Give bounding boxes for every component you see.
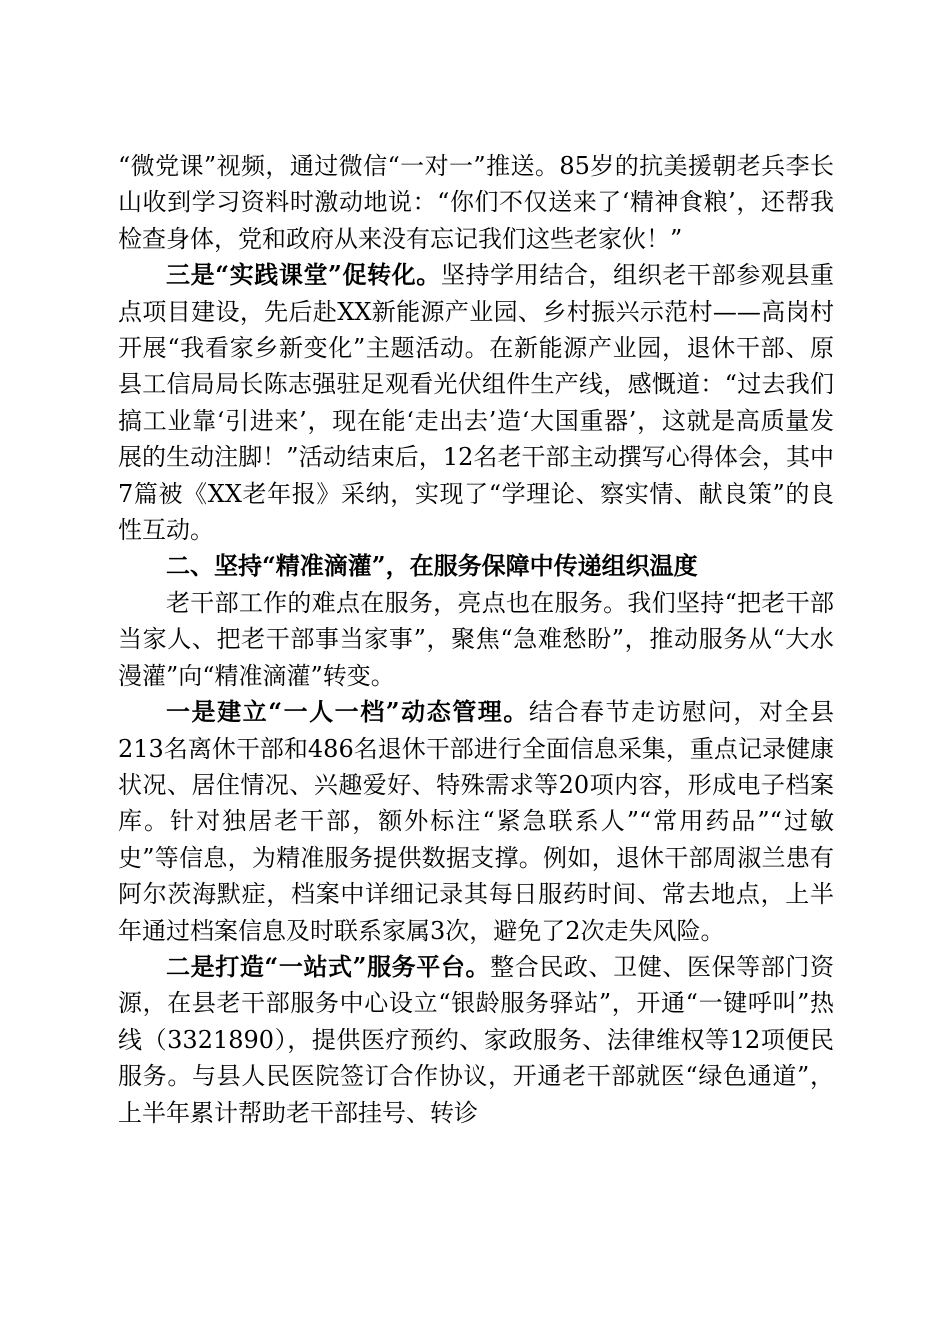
section-heading: 二、坚持“精准滴灌”，在服务保障中传递组织温度	[166, 551, 698, 581]
paragraph-text: 老干部工作的难点在服务，亮点也在服务。我们坚持“把老干部当家人、把老干部事当家事”，聚焦“急难愁盼”，推动服务从“大水漫灌”向“精准滴灌”转变。	[118, 588, 834, 690]
document-page	[118, 148, 834, 1131]
paragraph-continued	[118, 148, 834, 257]
paragraph-text: 结合春节走访慰问，对全县213名离休干部和486名退休干部进行全面信息采集，重点记录健康状况、居住情况、兴趣爱好、特殊需求等20项内容，形成电子档案库。针对独居老干部，额外标注“紧急联系人”“常用药品”“过敏史”等信息，为精准服务提供数据支撑。例如，退休干部周淑兰患有阿尔茨海默症，档案中详细记录其每日服药时间、常去地点，上半年通过档案信息及时联系家属3次，避免了2次走失风险。	[118, 698, 835, 945]
paragraph-text: “微党课”视频，通过微信“一对一”推送。85岁的抗美援朝老兵李长山收到学习资料时激动地说：“你们不仅送来了‘精神食粮’，还帮我检查身体，党和政府从来没有忘记我们这些老家伙！”	[118, 152, 834, 253]
paragraph-lead: 一是建立“一人一档”动态管理。	[166, 697, 529, 727]
paragraph-service-intro	[118, 585, 834, 694]
paragraph-text: 坚持学用结合，组织老干部参观县重点项目建设，先后赴XX新能源产业园、乡村振兴示范村——高岗村开展“我看家乡新变化”主题活动。在新能源产业园，退休干部、原县工信局局长陈志强驻足观看光伏组件生产线，感慨道：“过去我们搞工业靠‘引进来’，现在能‘走出去’造‘大国重器’，这就是高质量发展的生动注脚！”活动结束后，12名老干部主动撰写心得体会，其中7篇被《XX老年报》采纳，实现了“学理论、察实情、献良策”的良性互动。	[118, 261, 835, 545]
paragraph-archive-management	[118, 694, 834, 949]
paragraph-service-platform	[118, 949, 834, 1131]
paragraph-text: 整合民政、卫健、医保等部门资源，在县老干部服务中心设立“银龄服务驿站”，开通“一键呼叫”热线（3321890），提供医疗预约、家政服务、法律维权等12项便民服务。与县人民医院签订合作协议，开通老干部就医“绿色通道”，上半年累计帮助老干部挂号、转诊	[118, 952, 835, 1127]
paragraph-practice-classroom	[118, 257, 834, 548]
paragraph-lead: 三是“实践课堂”促转化。	[166, 260, 441, 290]
paragraph-lead: 二是打造“一站式”服务平台。	[166, 951, 491, 981]
